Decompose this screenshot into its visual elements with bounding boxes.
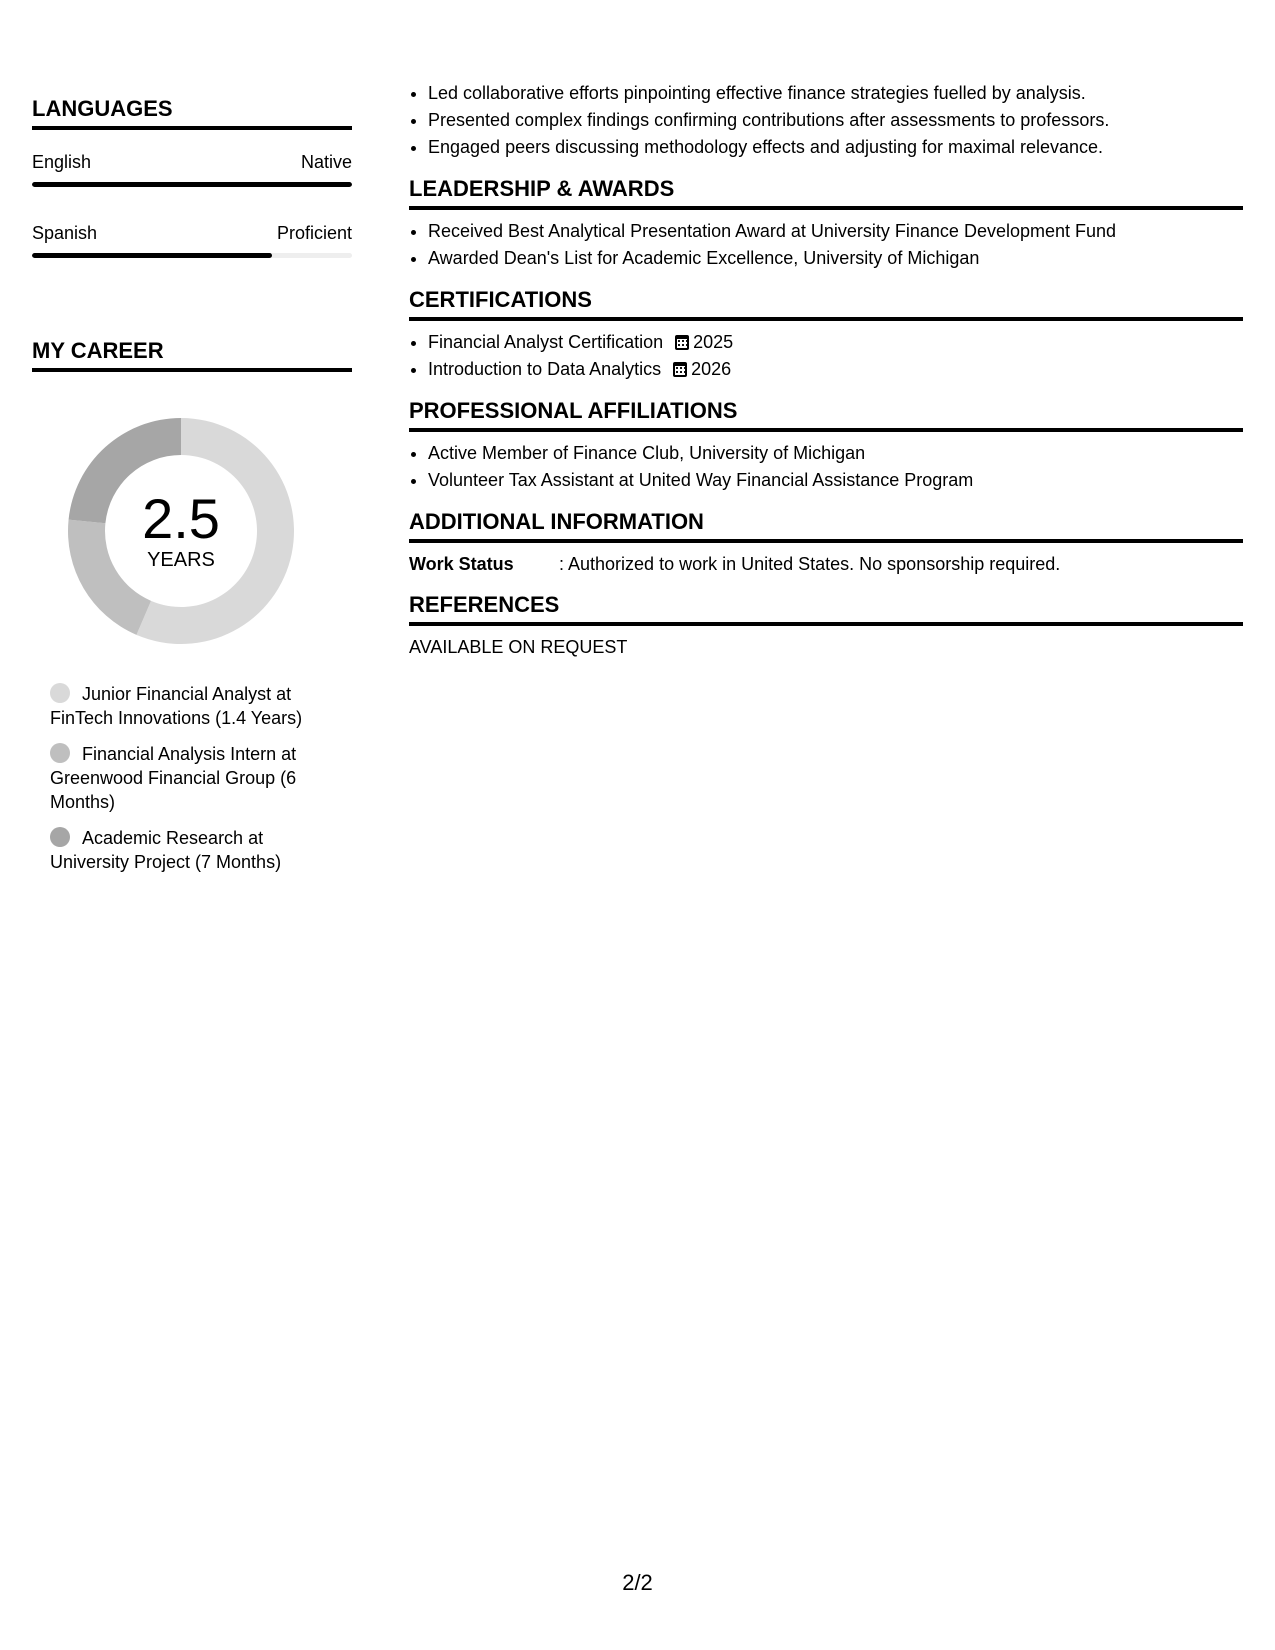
certification-name: Financial Analyst Certification (428, 332, 664, 352)
language-proficiency-bar (32, 253, 352, 258)
work-status-row (409, 551, 1243, 577)
legend-item (50, 742, 320, 814)
references-text: AVAILABLE ON REQUEST (409, 637, 628, 657)
language-name: English (32, 152, 92, 172)
certification-name: Introduction to Data Analytics (428, 359, 662, 379)
language-level: Proficient (276, 223, 352, 243)
language-proficiency-fill (32, 253, 272, 258)
work-status-label: Work Status (409, 554, 514, 574)
affiliations-list (409, 440, 1243, 494)
certification-year: 2026 (691, 359, 732, 379)
career-total-unit: YEARS (147, 549, 215, 571)
additional-info-heading: ADDITIONAL INFORMATION (409, 508, 1243, 543)
experience-bullets (409, 80, 1243, 161)
list-item: • Led collaborative efforts pinpointing effective finance strategies fuelled by analysis. (428, 80, 1243, 107)
career-heading: MY CAREER (32, 336, 352, 372)
certification-year: 2025 (693, 332, 734, 352)
legend-dot (50, 827, 70, 847)
legend-label: Financial Analysis Intern at Greenwood Financial Group (6 Months) (50, 744, 297, 812)
list-item: • Volunteer Tax Assistant at United Way Financial Assistance Program (428, 467, 1243, 494)
leadership-heading: LEADERSHIP & AWARDS (409, 175, 1243, 210)
work-status-value: : Authorized to work in United States. No sponsorship required. (559, 554, 1061, 574)
affiliations-heading: PROFESSIONAL AFFILIATIONS (409, 397, 1243, 432)
language-proficiency-bar (32, 182, 352, 187)
legend-label: Junior Financial Analyst at FinTech Innovations (1.4 Years) (50, 684, 303, 728)
list-item: • Active Member of Finance Club, University of Michigan (428, 440, 1243, 467)
left-column (32, 94, 352, 886)
languages-heading: LANGUAGES (32, 94, 352, 130)
language-name: Spanish (32, 223, 98, 243)
list-item: • Presented complex findings confirming contributions after assessments to professors. (428, 107, 1243, 134)
language-item (32, 221, 352, 258)
legend-label: Academic Research at University Project (7 Months) (50, 828, 282, 872)
legend-item (50, 682, 320, 730)
list-item (428, 329, 1243, 356)
calendar-icon (675, 335, 689, 350)
career-donut-chart (66, 416, 296, 646)
career-legend (50, 682, 320, 874)
list-item: • Received Best Analytical Presentation Award at University Finance Development Fund (428, 218, 1243, 245)
certifications-list (409, 329, 1243, 383)
calendar-icon (673, 362, 687, 377)
references-heading: REFERENCES (409, 591, 1243, 626)
legend-dot (50, 743, 70, 763)
leadership-list (409, 218, 1243, 272)
list-item: • Awarded Dean's List for Academic Excellence, University of Michigan (428, 245, 1243, 272)
legend-dot (50, 683, 70, 703)
language-level: Native (300, 152, 352, 172)
career-total-value: 2.5 (142, 487, 220, 550)
page-number: 2/2 (622, 1570, 653, 1595)
language-proficiency-fill (32, 182, 352, 187)
legend-item (50, 826, 320, 874)
language-item (32, 150, 352, 187)
list-item: • Engaged peers discussing methodology effects and adjusting for maximal relevance. (428, 134, 1243, 161)
list-item (428, 356, 1243, 383)
right-column (409, 80, 1243, 660)
certifications-heading: CERTIFICATIONS (409, 286, 1243, 321)
